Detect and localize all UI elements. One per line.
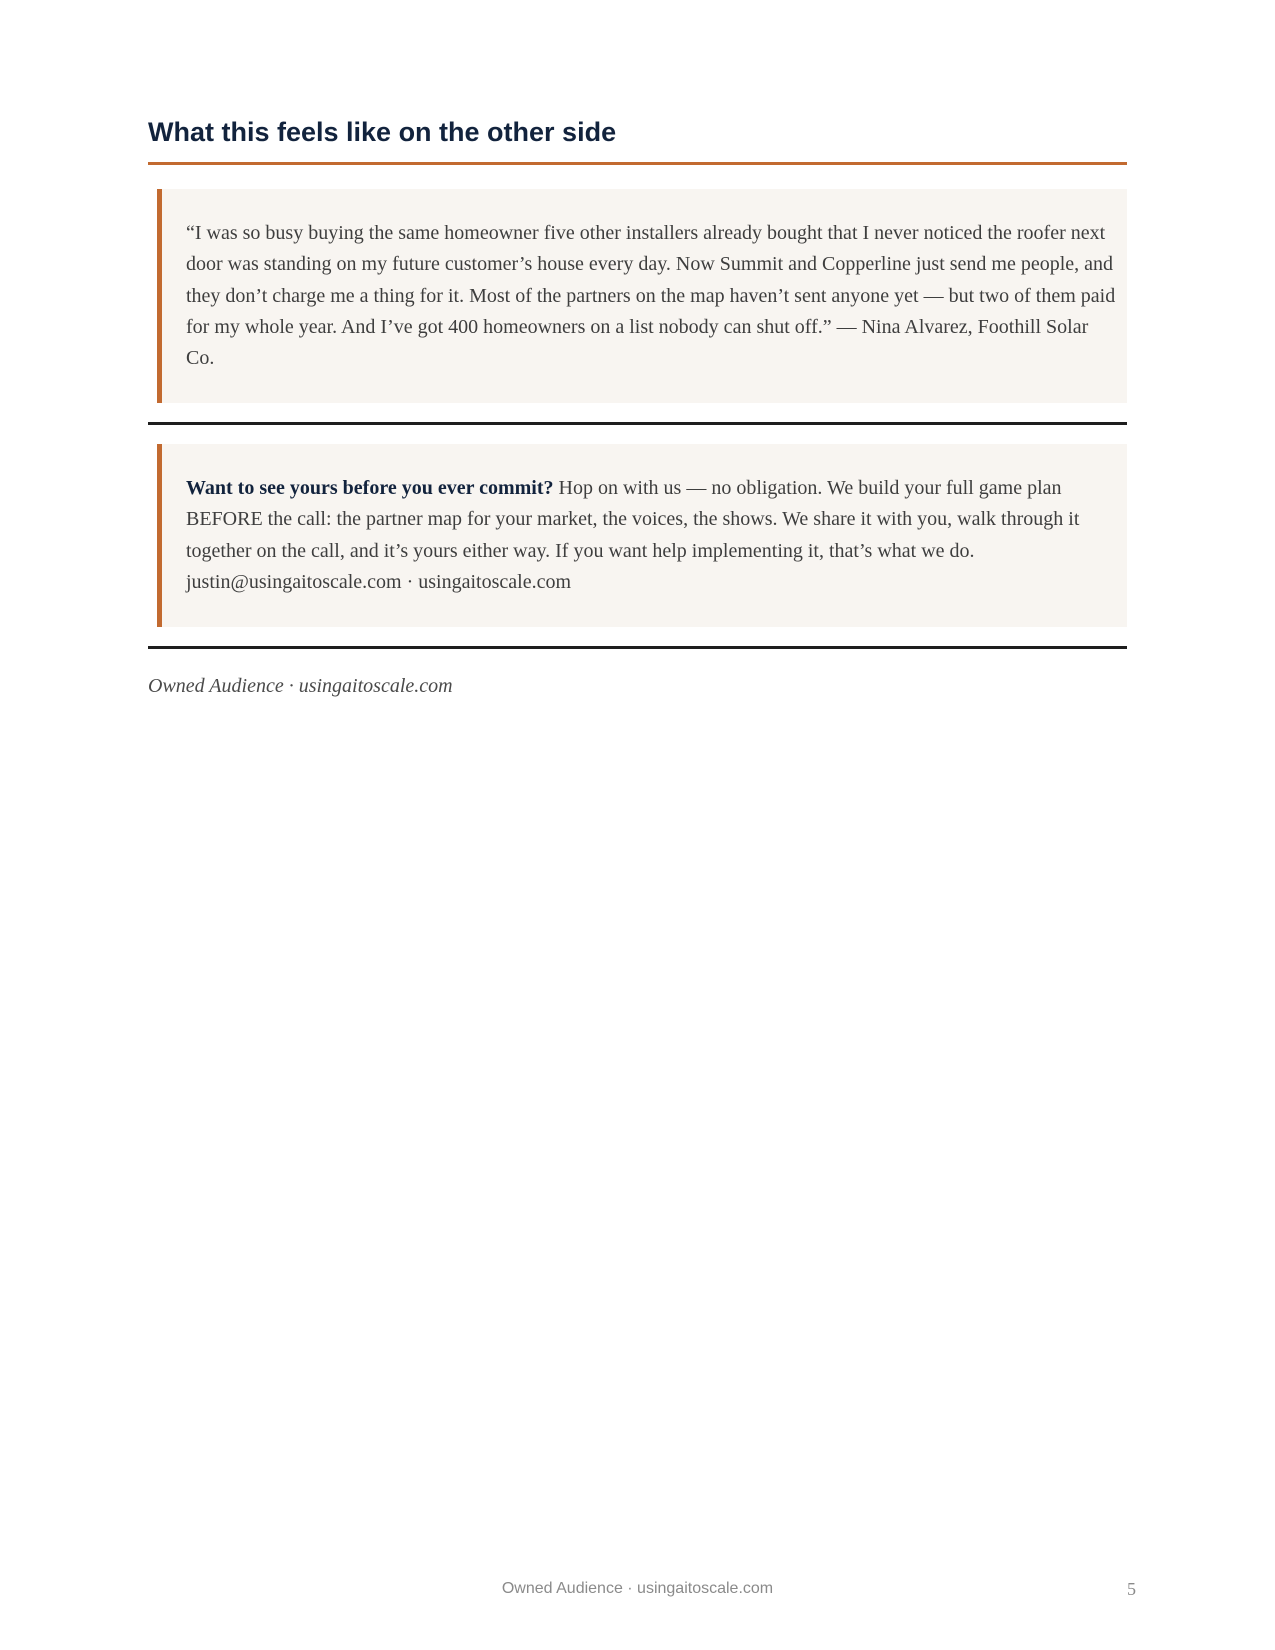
call-to-action-callout [157, 444, 1127, 627]
section-title: What this feels like on the other side [148, 117, 617, 147]
section-divider [148, 646, 1127, 649]
testimonial-callout [157, 189, 1127, 403]
title-underline [148, 162, 1127, 165]
testimonial-quote: “I was so busy buying the same homeowner five other installers already bought that I never noticed the roofer next door was standing on my future customer’s house every day. Now Summit and Copperline just send me people, and they don’t charge me a thing for it. Most of the partners on the map haven’t sent anyone yet — but two of them paid for my whole year. And I’ve got 400 homeowners on a list nobody can shut off.” — Nina Alvarez, Foothill Solar Co. [186, 222, 1116, 370]
page-footer: Owned Audience · usingaitoscale.com [501, 1580, 774, 1597]
brand-tagline: Owned Audience · usingaitoscale.com [148, 675, 453, 697]
cta-headline: Want to see yours before you ever commit? [186, 477, 554, 499]
page-number: 5 [1127, 1579, 1136, 1599]
section-divider [148, 422, 1127, 425]
cta-body: Hop on with us — no obligation. We build your full game plan BEFORE the call: the partner map for your market, the voices, the shows. We share it with you, walk through it together on the call, and it’s yours either way. If you want help implementing it, that’s what we do. justin@usingaitoscale.com · usingaitoscale.com [186, 477, 1080, 593]
